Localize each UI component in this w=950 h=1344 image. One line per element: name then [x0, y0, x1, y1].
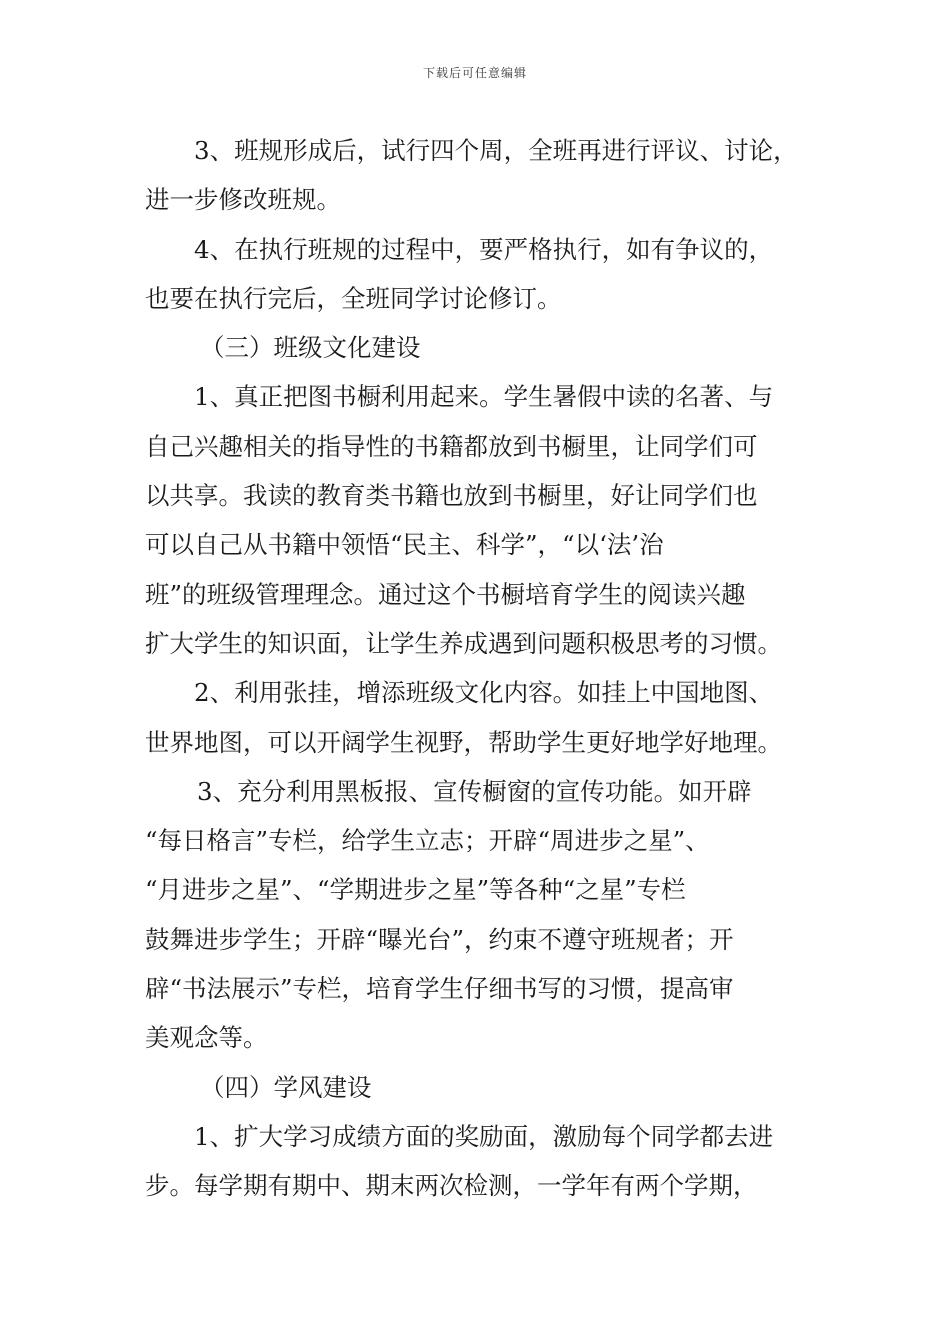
section-heading: （三）班级文化建设	[200, 333, 421, 363]
paragraph-line: 可以自己从书籍中领悟“民主、科学”，“以‘法’治	[145, 530, 664, 560]
paragraph-line: 以共享。我读的教育类书籍也放到书橱里，好让同学们也	[145, 481, 758, 511]
paragraph-line: 也要在执行完后，全班同学讨论修订。	[145, 283, 562, 313]
section-heading: （四）学风建设	[200, 1072, 372, 1102]
paragraph-line: 1、真正把图书橱利用起来。学生暑假中读的名著、与	[194, 382, 774, 412]
paragraph-line: 3、充分利用黑板报、宣传橱窗的宣传功能。如开辟	[197, 776, 752, 806]
document-body	[145, 126, 815, 1211]
paragraph-line: 2、利用张挂，增添班级文化内容。如挂上中国地图、	[194, 678, 774, 708]
paragraph-line: 步。每学期有期中、期末两次检测，一学年有两个学期，	[145, 1171, 758, 1201]
page-header: 下载后可任意编辑	[422, 66, 527, 80]
paragraph-line: 美观念等。	[145, 1023, 268, 1053]
paragraph-line: 3、班规形成后，试行四个周，全班再进行评议、讨论，	[194, 136, 798, 165]
paragraph-line: 扩大学生的知识面，让学生养成遇到问题积极思考的习惯。	[145, 628, 782, 658]
paragraph-line: 班”的班级管理理念。通过这个书橱培育学生的阅读兴趣	[145, 579, 746, 609]
paragraph-line: “月进步之星”、“学期进步之星”等各种“之星”专栏	[145, 875, 686, 905]
paragraph-line: 进一步修改班规。	[145, 185, 341, 215]
paragraph-line: “每日格言”专栏，给学生立志；开辟“周进步之星”、	[145, 826, 710, 856]
paragraph-line: 1、扩大学习成绩方面的奖励面，激励每个同学都去进	[194, 1121, 774, 1151]
paragraph-line: 世界地图，可以开阔学生视野，帮助学生更好地学好地理。	[145, 727, 782, 757]
paragraph-line: 4、在执行班规的过程中，要严格执行，如有争议的，	[194, 234, 774, 264]
paragraph-line: 自己兴趣相关的指导性的书籍都放到书橱里，让同学们可	[145, 431, 758, 461]
paragraph-line: 辟“书法展示”专栏，培育学生仔细书写的习惯，提高审	[145, 974, 734, 1004]
paragraph-line: 鼓舞进步学生；开辟“曝光台”，约束不遵守班规者；开	[145, 924, 734, 954]
